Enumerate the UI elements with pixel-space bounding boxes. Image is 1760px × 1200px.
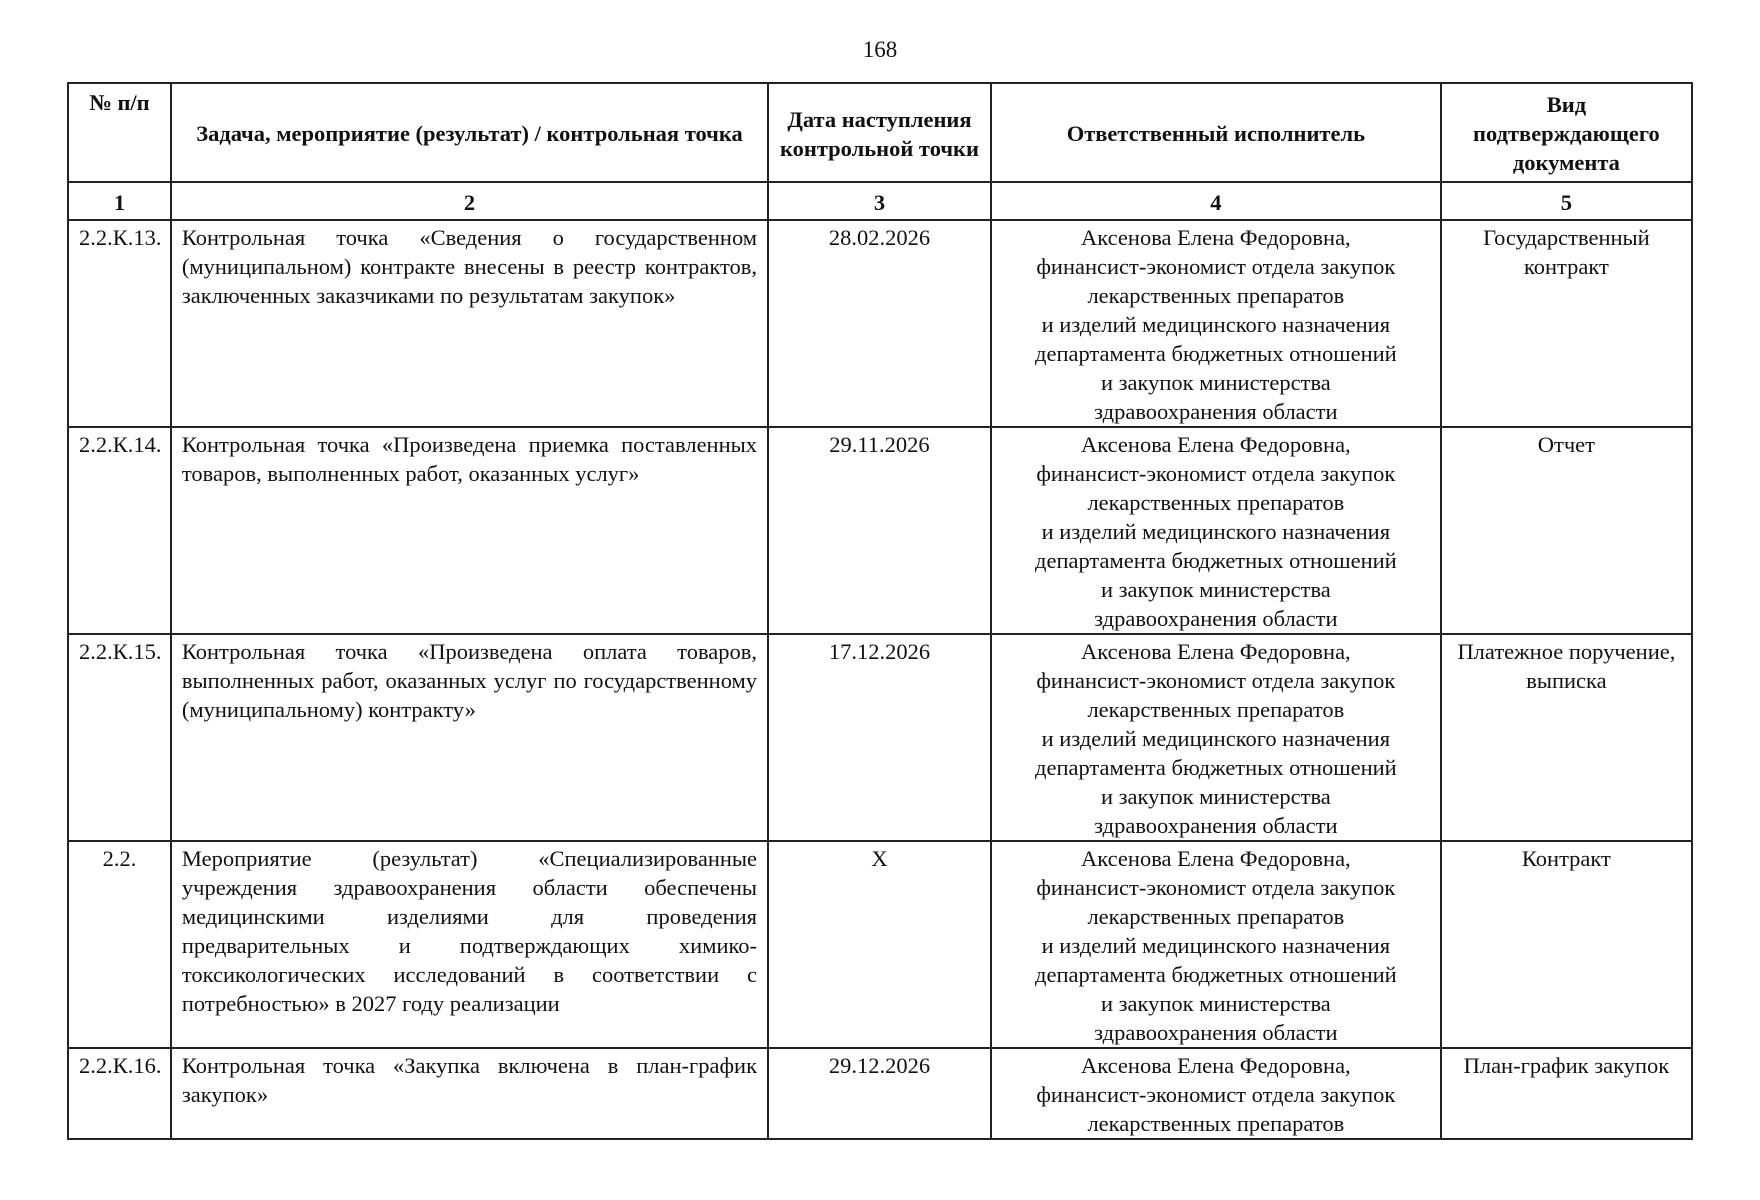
confirming-document: Платежное поручение, выписка	[1441, 634, 1692, 841]
responsible-line: Аксенова Елена Федоровна,	[1081, 1053, 1351, 1078]
responsible-line: финансист-экономист отдела закупок	[1036, 1082, 1396, 1107]
responsible-executor	[991, 427, 1441, 634]
responsible-line: Аксенова Елена Федоровна,	[1081, 639, 1351, 664]
confirming-document: Отчет	[1441, 427, 1692, 634]
responsible-line: департамента бюджетных отношений	[1035, 755, 1397, 780]
confirming-document: Государственный контракт	[1441, 220, 1692, 427]
responsible-line: и закупок министерства	[1100, 991, 1331, 1016]
responsible-executor	[991, 220, 1441, 427]
responsible-line: лекарственных препаратов	[1087, 490, 1345, 515]
responsible-line: здравоохранения области	[1094, 813, 1338, 838]
column-index: 4	[991, 182, 1441, 220]
responsible-line: лекарственных препаратов	[1087, 697, 1345, 722]
responsible-line: и закупок министерства	[1100, 784, 1331, 809]
responsible-line: здравоохранения области	[1094, 399, 1338, 424]
responsible-line: финансист-экономист отдела закупок	[1036, 668, 1396, 693]
header-row	[68, 83, 1692, 182]
row-number: 2.2.К.14.	[68, 427, 171, 634]
task-description: Контрольная точка «Сведения о государственном (муниципальном) контракте внесены в реестр контрактов, заключенных заказчиками по результатам закупок»	[171, 220, 768, 427]
responsible-line: финансист-экономист отдела закупок	[1036, 875, 1396, 900]
responsible-line: лекарственных препаратов	[1087, 1111, 1345, 1136]
responsible-line: здравоохранения области	[1094, 606, 1338, 631]
column-index: 2	[171, 182, 768, 220]
table-row	[68, 841, 1692, 1048]
control-date: 29.12.2026	[768, 1048, 991, 1139]
responsible-line: Аксенова Елена Федоровна,	[1081, 432, 1351, 457]
responsible-line: и изделий медицинского назначения	[1041, 312, 1391, 337]
header-task: Задача, мероприятие (результат) / контрольная точка	[171, 83, 768, 182]
responsible-line: финансист-экономист отдела закупок	[1036, 461, 1396, 486]
responsible-line: и закупок министерства	[1100, 370, 1331, 395]
responsible-line: и закупок министерства	[1100, 577, 1331, 602]
header-document: Вид подтверждающего документа	[1441, 83, 1692, 182]
row-number: 2.2.К.16.	[68, 1048, 171, 1139]
row-number: 2.2.К.15.	[68, 634, 171, 841]
row-number: 2.2.	[68, 841, 171, 1048]
header-date: Дата наступления контрольной точки	[768, 83, 991, 182]
responsible-line: департамента бюджетных отношений	[1035, 548, 1397, 573]
control-date: 29.11.2026	[768, 427, 991, 634]
responsible-line: департамента бюджетных отношений	[1035, 962, 1397, 987]
task-description: Контрольная точка «Произведена оплата товаров, выполненных работ, оказанных услуг по государственному (муниципальному) контракту»	[171, 634, 768, 841]
control-points-table	[67, 82, 1693, 1140]
responsible-executor	[991, 634, 1441, 841]
control-date: Х	[768, 841, 991, 1048]
responsible-line: и изделий медицинского назначения	[1041, 933, 1391, 958]
column-index: 1	[68, 182, 171, 220]
responsible-line: лекарственных препаратов	[1087, 904, 1345, 929]
task-description: Контрольная точка «Закупка включена в план-график закупок»	[171, 1048, 768, 1139]
responsible-line: Аксенова Елена Федоровна,	[1081, 846, 1351, 871]
confirming-document: Контракт	[1441, 841, 1692, 1048]
task-description: Мероприятие (результат) «Специализированные учреждения здравоохранения области обеспечены медицинскими изделиями для проведения предварительных и подтверждающих химико-токсикологических исследований в соответствии с потребностью» в 2027 году реализации	[171, 841, 768, 1048]
responsible-executor	[991, 1048, 1441, 1139]
table-row	[68, 427, 1692, 634]
column-index: 3	[768, 182, 991, 220]
row-number: 2.2.К.13.	[68, 220, 171, 427]
task-description: Контрольная точка «Произведена приемка поставленных товаров, выполненных работ, оказанных услуг»	[171, 427, 768, 634]
responsible-line: финансист-экономист отдела закупок	[1036, 254, 1396, 279]
responsible-line: здравоохранения области	[1094, 1020, 1338, 1045]
responsible-line: департамента бюджетных отношений	[1035, 341, 1397, 366]
responsible-line: и изделий медицинского назначения	[1041, 519, 1391, 544]
responsible-line: лекарственных препаратов	[1087, 283, 1345, 308]
responsible-line: и изделий медицинского назначения	[1041, 726, 1391, 751]
control-date: 17.12.2026	[768, 634, 991, 841]
header-responsible: Ответственный исполнитель	[991, 83, 1441, 182]
table-row	[68, 634, 1692, 841]
column-index-row	[68, 182, 1692, 220]
responsible-line: Аксенова Елена Федоровна,	[1081, 225, 1351, 250]
column-index: 5	[1441, 182, 1692, 220]
confirming-document: План-график закупок	[1441, 1048, 1692, 1139]
responsible-executor	[991, 841, 1441, 1048]
table-row	[68, 1048, 1692, 1139]
control-date: 28.02.2026	[768, 220, 991, 427]
header-number: № п/п	[68, 83, 171, 182]
table-row	[68, 220, 1692, 427]
page-number: 168	[862, 37, 898, 62]
